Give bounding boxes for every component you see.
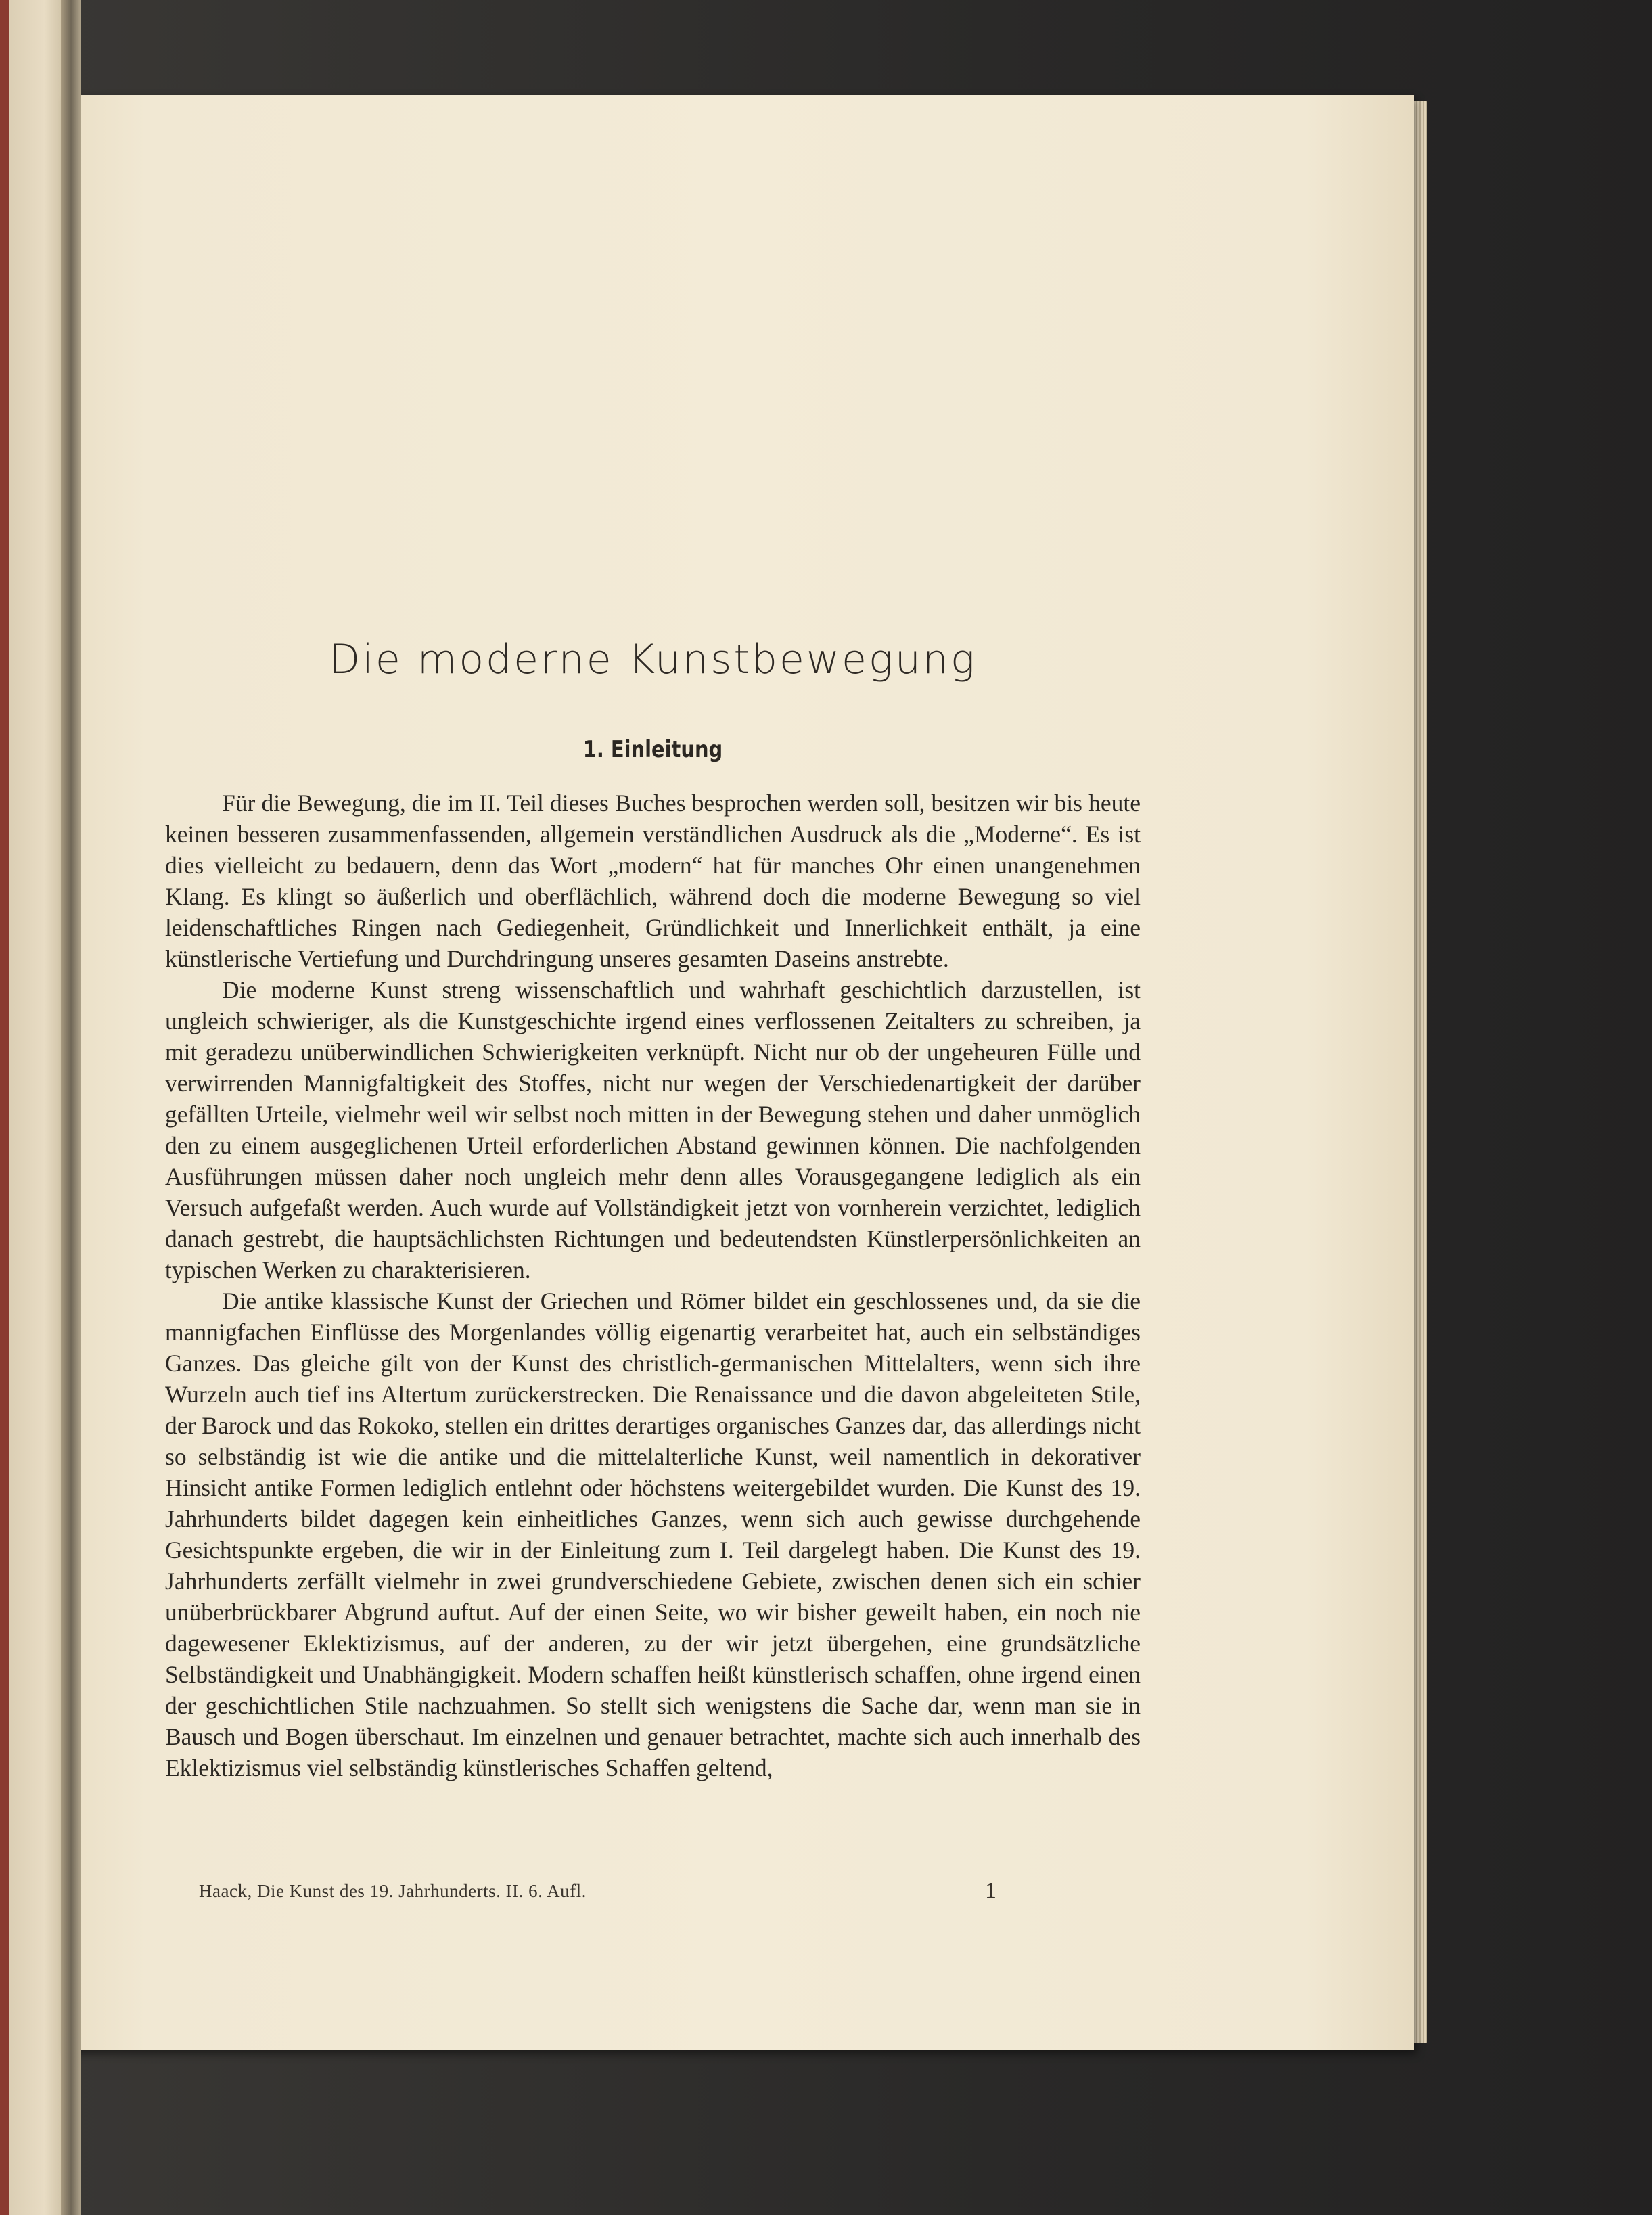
book-gutter	[61, 0, 81, 2215]
running-title: Haack, Die Kunst des 19. Jahrhunderts. II. 6. Aufl.	[199, 1881, 587, 1901]
page-number: 1	[985, 1878, 996, 1903]
book-page	[65, 95, 1414, 2050]
body-text	[165, 787, 1141, 1783]
page-content	[165, 636, 1141, 1783]
paragraph: Die moderne Kunst streng wissenschaftlich und wahrhaft geschichtlich darzustellen, ist ungleich schwieriger, als die Kunstgeschichte irgend eines verflossenen Zeitalters zu schreiben, ja mit geradezu unüberwindlichen Schwierigkeiten verknüpft. Nicht nur ob der ungeheuren Fülle und verwirrenden Mannigfaltigkeit des Stoffes, nicht nur wegen der Verschiedenartigkeit der darüber gefällten Urteile, vielmehr weil wir selbst noch mitten in der Bewegung stehen und daher unmöglich den zu einem ausgeglichenen Urteil erforderlichen Abstand gewinnen können. Die nachfolgenden Ausführungen müssen daher noch ungleich mehr denn alles Vorausgegangene lediglich als ein Versuch aufgefaßt werden. Auch wurde auf Vollständigkeit jetzt von vornherein verzichtet, lediglich danach gestrebt, die hauptsächlichsten Richtungen und bedeutendsten Künstlerpersönlichkeiten an typischen Werken zu charakterisieren.	[165, 976, 1141, 1283]
section-heading: 1. Einleitung	[582, 736, 723, 763]
book-cover-edge	[0, 0, 9, 2215]
paragraph: Die antike klassische Kunst der Griechen und Römer bildet ein geschlossenes und, da sie die mannigfachen Einflüsse des Morgenlandes völlig eigenartig verarbeitet hat, auch ein selbständiges Ganzes. Das gleiche gilt von der Kunst des christlich-germanischen Mittelalters, wenn sich ihre Wurzeln auch tief ins Altertum zurückerstrecken. Die Renaissance und die davon abgeleiteten Stile, der Barock und das Rokoko, stellen ein drittes derartiges organisches Ganzes dar, das allerdings nicht so selbständig ist wie die antike und die mittelalterliche Kunst, weil namentlich in dekorativer Hinsicht antike Formen lediglich entlehnt oder höchstens weitergebildet wurden. Die Kunst des 19. Jahrhunderts bildet dagegen kein einheitliches Ganzes, wenn sich auch gewisse durchgehende Gesichtspunkte ergeben, die wir in der Einleitung zum I. Teil dargelegt haben. Die Kunst des 19. Jahrhunderts zerfällt vielmehr in zwei grundverschiedene Gebiete, zwischen denen sich ein schier unüberbrückbarer Abgrund auftut. Auf der einen Seite, wo wir bisher geweilt haben, ein noch nie dagewesener Eklektizismus, auf der anderen, zu der wir jetzt übergehen, eine grundsätzliche Selbständigkeit und Unabhängigkeit. Modern schaffen heißt künstlerisch schaffen, ohne irgend einen der geschichtlichen Stile nachzuahmen. So stellt sich wenigstens die Sache dar, wenn man sie in Bausch und Bogen überschaut. Im einzelnen und genauer betrachtet, machte sich auch innerhalb des Eklektizismus viel selbständig künstlerisches Schaffen geltend,	[165, 1287, 1141, 1781]
chapter-title: Die moderne Kunstbewegung	[329, 636, 977, 683]
page-footer	[165, 1878, 1141, 1911]
paragraph: Für die Bewegung, die im II. Teil dieses Buches besprochen werden soll, besitzen wir bis heute keinen besseren zusammenfassenden, allgemein verständlichen Ausdruck als die „Moderne“. Es ist dies vielleicht zu bedauern, denn das Wort „modern“ hat für manches Ohr einen unangenehmen Klang. Es klingt so äußerlich und oberflächlich, während doch die moderne Bewegung so viel leidenschaftliches Ringen nach Gediegenheit, Gründlichkeit und Innerlichkeit enthält, ja eine künstlerische Vertiefung und Durchdringung unseres gesamten Daseins anstrebte.	[165, 790, 1141, 972]
